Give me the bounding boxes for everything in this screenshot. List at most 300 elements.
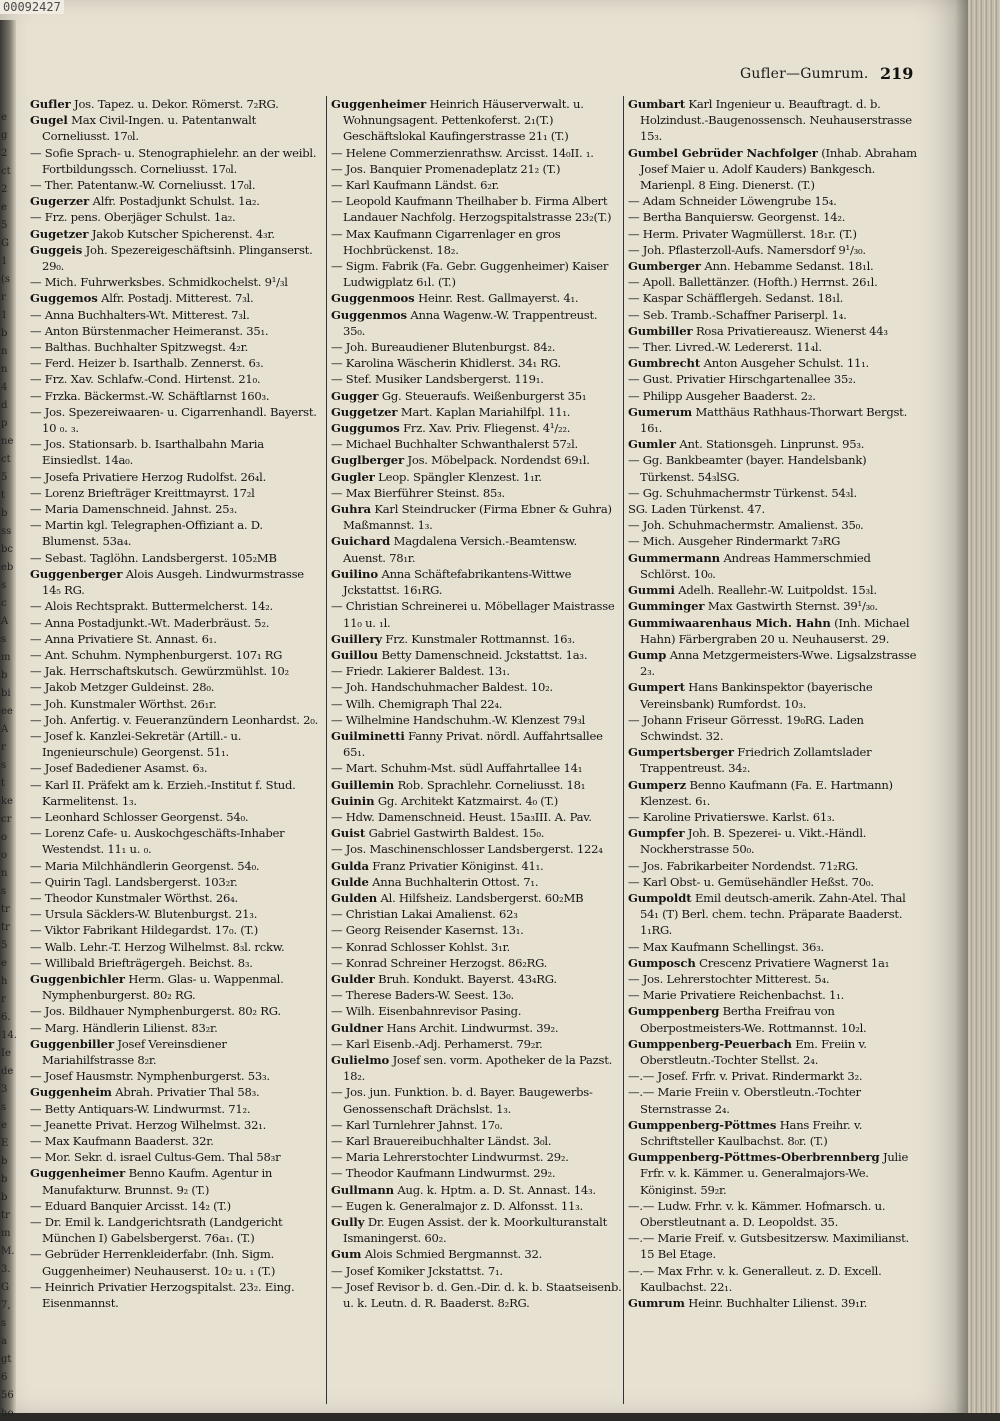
gutter-fragment: n bbox=[1, 346, 8, 357]
directory-entry bbox=[30, 598, 321, 614]
directory-entry bbox=[30, 1198, 321, 1214]
gutter-fragment: 3. bbox=[1, 1264, 11, 1275]
directory-entry bbox=[628, 712, 919, 744]
entry-details: Max Gastwirth Sternst. 39¹/₃₀. bbox=[707, 599, 878, 614]
directory-entry bbox=[30, 226, 321, 242]
directory-entry bbox=[331, 760, 622, 776]
entry-surname: Guggeis bbox=[30, 242, 83, 257]
directory-entry bbox=[331, 777, 622, 793]
entry-details: Friedrich Zollamtslader Trappentreust. 34₂. bbox=[640, 745, 872, 776]
entry-details: — Anna Buchhalters-Wt. Mitterest. 7₃l. bbox=[30, 307, 250, 322]
gutter-fragment: E bbox=[1, 1138, 9, 1149]
gutter-fragment: 56 bbox=[1, 1390, 14, 1401]
directory-entry bbox=[628, 1230, 919, 1262]
entry-surname: Gumbiller bbox=[628, 323, 693, 338]
entry-surname: Gugetzer bbox=[30, 226, 89, 241]
entry-surname: Gumpert bbox=[628, 680, 685, 695]
entry-details: — Ther. Livred.-W. Ledererst. 11₄l. bbox=[628, 340, 822, 355]
directory-entry bbox=[331, 858, 622, 874]
directory-entry bbox=[30, 663, 321, 679]
entry-surname: Gugger bbox=[331, 388, 379, 403]
entry-details: — Sebast. Taglöhn. Landsbergerst. 105₂MB bbox=[30, 550, 277, 565]
gutter-fragment: r bbox=[1, 994, 6, 1005]
entry-details: — Dr. Emil k. Landgerichtsrath (Landgericht München I) Gabelsbergerst. 76a₁. (T.) bbox=[30, 1215, 283, 1246]
directory-entry bbox=[628, 1003, 919, 1035]
entry-details: — Jos. Lehrerstochter Mitterest. 5₄. bbox=[628, 971, 830, 986]
gutter-fragment: 5 bbox=[1, 940, 8, 951]
entry-details: — Michael Buchhalter Schwanthalerst 57₂l. bbox=[331, 437, 578, 452]
gutter-fragment: d bbox=[1, 400, 8, 411]
directory-entry bbox=[628, 517, 919, 533]
entry-details: Ann. Hebamme Sedanst. 18₁l. bbox=[704, 259, 874, 274]
entry-details: — Mich. Ausgeher Rindermarkt 7₃RG bbox=[628, 534, 841, 549]
directory-entry bbox=[30, 404, 321, 436]
gutter-fragment: gt bbox=[1, 1354, 12, 1365]
entry-details: Bertha Freifrau von Oberpostmeisters-We. Rottmannst. 10₂l. bbox=[640, 1004, 867, 1035]
entry-details: — Adam Schneider Löwengrube 15₄. bbox=[628, 194, 837, 209]
directory-entry bbox=[628, 193, 919, 209]
entry-details: — Christian Schreinerei u. Möbellager Maistrasse 11₀ u. ₁l. bbox=[331, 599, 615, 630]
directory-entry bbox=[628, 1117, 919, 1149]
entry-details: — Hdw. Damenschneid. Heust. 15a₃III. A. Pav. bbox=[331, 809, 592, 824]
directory-entry bbox=[628, 744, 919, 776]
entry-surname: Gumerum bbox=[628, 404, 693, 419]
entry-details: Gg. Steueraufs. Weißenburgerst 35₁ bbox=[381, 388, 587, 403]
directory-entry bbox=[331, 809, 622, 825]
entry-details: — Marg. Händlerin Lilienst. 83₂r. bbox=[30, 1020, 218, 1035]
gutter-fragment: b bbox=[1, 328, 8, 339]
directory-entry bbox=[331, 1020, 622, 1036]
directory-entry bbox=[331, 922, 622, 938]
entry-details: — Ferd. Heizer b. Isarthalb. Zennerst. 6₃. bbox=[30, 356, 264, 371]
entry-details: — Josef k. Kanzlei-Sekretär (Artill.- u. Ingenieurschule) Georgenst. 51₁. bbox=[30, 728, 242, 760]
running-head: Gufler—Gumrum. bbox=[740, 66, 869, 82]
directory-entry bbox=[331, 1263, 622, 1279]
entry-details: (Inh. Michael Hahn) Färbergraben 20 u. Neuhauserst. 29. bbox=[640, 615, 910, 646]
directory-entry bbox=[331, 1165, 622, 1181]
gutter-fragment: n bbox=[1, 868, 8, 879]
directory-entry bbox=[30, 1214, 321, 1246]
directory-entry bbox=[30, 631, 321, 647]
entry-details: — Wilhelmine Handschuhm.-W. Klenzest 79₃l bbox=[331, 712, 585, 727]
entry-details: Emil deutsch-amerik. Zahn-Atel. Thal 54₁ (T) Berl. chem. techn. Präparate Baaderst. 1₁RG. bbox=[640, 890, 906, 938]
entry-details: — Leopold Kaufmann Theilhaber b. Firma Albert Landauer Nachfolg. Herzogspitalstrasse 23₂(T.) bbox=[331, 194, 612, 225]
directory-entry bbox=[331, 258, 622, 290]
entry-details: Leop. Spängler Klenzest. 1₁r. bbox=[378, 469, 542, 484]
directory-entry bbox=[331, 696, 622, 712]
gutter-fragment: 2 bbox=[1, 184, 8, 195]
directory-entry bbox=[331, 987, 622, 1003]
gutter-fragment: s bbox=[1, 1318, 7, 1329]
entry-surname: Gumbrecht bbox=[628, 356, 701, 371]
directory-entry bbox=[331, 307, 622, 339]
directory-entry bbox=[30, 485, 321, 501]
entry-details: — Konrad Schlosser Kohlst. 3₁r. bbox=[331, 939, 510, 954]
entry-details: — Anton Bürstenmacher Heimeranst. 35₁. bbox=[30, 323, 269, 338]
entry-surname: Guggenberger bbox=[30, 566, 123, 581]
directory-entry bbox=[628, 550, 919, 582]
gutter-fragment: 7, bbox=[1, 1300, 11, 1311]
directory-entry bbox=[628, 307, 919, 323]
entry-details: Josef Vereinsdiener Mariahilfstrasse 8₂r. bbox=[42, 1036, 227, 1067]
column-rule bbox=[623, 96, 624, 1404]
entry-surname: Guinin bbox=[331, 793, 375, 808]
entry-details: — Christian Lakai Amalienst. 62₃ bbox=[331, 907, 518, 922]
directory-entry bbox=[628, 987, 919, 1003]
directory-entry bbox=[30, 679, 321, 695]
directory-entry bbox=[331, 939, 622, 955]
entry-details: Gg. Architekt Katzmairst. 4₀ (T.) bbox=[377, 793, 559, 808]
directory-entry bbox=[331, 1149, 622, 1165]
directory-entry bbox=[331, 436, 622, 452]
entry-surname: Gulde bbox=[331, 874, 369, 889]
entry-details: Jos. Möbelpack. Nordendst 69₁l. bbox=[407, 453, 590, 468]
gutter-fragment: a bbox=[1, 1336, 7, 1347]
entry-details: — Mart. Schuhm-Mst. südl Auffahrtallee 14₁ bbox=[331, 761, 583, 776]
directory-entry bbox=[30, 193, 321, 209]
gutter-fragment: 2 bbox=[1, 148, 8, 159]
entry-surname: Gumpfer bbox=[628, 826, 685, 841]
gutter-fragment: M. bbox=[1, 1246, 15, 1257]
gutter-fragment: m bbox=[1, 652, 11, 663]
directory-entry bbox=[30, 177, 321, 193]
directory-entry bbox=[628, 679, 919, 711]
gutter-fragment: o bbox=[1, 850, 8, 861]
entry-details: — Karolina Wäscherin Khidlerst. 34₁ RG. bbox=[331, 356, 561, 371]
entry-details: Ant. Stationsgeh. Linprunst. 95₃. bbox=[679, 437, 865, 452]
directory-entry bbox=[628, 242, 919, 258]
directory-entry bbox=[331, 1133, 622, 1149]
entry-surname: Gumppenberg bbox=[628, 1004, 720, 1019]
directory-entry bbox=[30, 1246, 321, 1278]
gutter-fragment: b bbox=[1, 1174, 8, 1185]
directory-entry bbox=[628, 404, 919, 436]
entry-details: — Friedr. Lakierer Baldest. 13₁. bbox=[331, 664, 510, 679]
directory-entry bbox=[628, 1263, 919, 1295]
directory-entry bbox=[331, 1084, 622, 1116]
entry-surname: Guillemin bbox=[331, 777, 395, 792]
entry-surname: Gumrum bbox=[628, 1296, 685, 1311]
directory-entry bbox=[628, 436, 919, 452]
entry-surname: Gumberger bbox=[628, 259, 701, 274]
directory-entry bbox=[30, 388, 321, 404]
entry-details: — Johann Friseur Görresst. 19₀RG. Laden Schwindst. 32. bbox=[628, 712, 864, 743]
entry-details: Matthäus Rathhaus-Thorwart Bergst. 16₁. bbox=[640, 404, 908, 436]
entry-surname: Gulielmo bbox=[331, 1052, 390, 1067]
directory-entry bbox=[628, 874, 919, 890]
directory-entry bbox=[628, 809, 919, 825]
entry-details: — Ther. Patentanw.-W. Corneliusst. 17₀l. bbox=[30, 178, 256, 193]
entry-details: —.— Marie Freif. v. Gutsbesitzersw. Maximilianst. 15 Bel Etage. bbox=[628, 1231, 909, 1262]
directory-entry bbox=[628, 355, 919, 371]
entry-details: Adelh. Reallehr.-W. Luitpoldst. 15₃l. bbox=[678, 583, 877, 598]
directory-entry bbox=[30, 242, 321, 274]
directory-entry bbox=[30, 371, 321, 387]
entry-details: — Lorenz Briefträger Kreittmayrst. 17₂l bbox=[30, 485, 255, 500]
directory-entry bbox=[331, 825, 622, 841]
entry-details: — Karl II. Präfekt am k. Erzieh.-Institut f. Stud. Karmelitenst. 1₃. bbox=[30, 777, 296, 808]
entry-details: Alfr. Postadj. Mitterest. 7₃l. bbox=[101, 291, 254, 306]
entry-details: — Gust. Privatier Hirschgartenallee 35₂. bbox=[628, 372, 856, 387]
entry-details: Jos. Tapez. u. Dekor. Römerst. 7₂RG. bbox=[74, 97, 279, 111]
directory-entry bbox=[331, 533, 622, 565]
page-header bbox=[740, 66, 940, 86]
gutter-fragment: ne bbox=[1, 436, 14, 447]
entry-details: Betty Damenschneid. Jckstattst. 1a₃. bbox=[381, 647, 588, 662]
entry-details: Dr. Eugen Assist. der k. Moorkulturanstalt Ismaningerst. 60₂. bbox=[343, 1215, 608, 1246]
directory-entry bbox=[30, 112, 321, 144]
gutter-fragment: tr bbox=[1, 1210, 10, 1221]
entry-surname: Gumperz bbox=[628, 777, 687, 792]
entry-surname: Gully bbox=[331, 1215, 365, 1230]
entry-details: (Inhab. Abraham Josef Maier u. Adolf Kauders) Bankgesch. Marienpl. 8 Eing. Dienerst. (T.) bbox=[640, 145, 917, 193]
entry-details: Anna Buchhalterin Ottost. 7₁. bbox=[372, 874, 539, 889]
entry-details: — Philipp Ausgeher Baaderst. 2₂. bbox=[628, 388, 816, 403]
directory-entry bbox=[331, 177, 622, 193]
gutter-fragment: A bbox=[1, 724, 9, 735]
directory-entry bbox=[331, 420, 622, 436]
entry-details: — Wilh. Eisenbahnrevisor Pasing. bbox=[331, 1004, 522, 1019]
directory-entry bbox=[30, 825, 321, 857]
directory-entry bbox=[30, 712, 321, 728]
entry-surname: Guggenmoos bbox=[331, 291, 415, 306]
directory-entry bbox=[30, 290, 321, 306]
entry-details: Magdalena Versich.-Beamtensw. Auenst. 78₁r. bbox=[343, 534, 577, 565]
entry-details: — Jos. jun. Funktion. b. d. Bayer. Baugewerbs-Genossenschaft Drächslst. 1₃. bbox=[331, 1085, 593, 1116]
directory-entry bbox=[30, 647, 321, 663]
gutter-fragment: e bbox=[1, 1120, 7, 1131]
directory-entry bbox=[30, 939, 321, 955]
directory-entry bbox=[331, 371, 622, 387]
gutter-fragment: b bbox=[1, 1192, 8, 1203]
directory-entry bbox=[30, 890, 321, 906]
gutter-fragment: t bbox=[1, 778, 6, 789]
book-page-edges bbox=[968, 0, 1000, 1413]
entry-details: Bruh. Kondukt. Bayerst. 43₄RG. bbox=[378, 971, 557, 986]
directory-entry bbox=[331, 161, 622, 177]
directory-entry bbox=[628, 209, 919, 225]
entry-details: — Anna Privatiere St. Annast. 6₁. bbox=[30, 631, 217, 646]
directory-entry bbox=[30, 566, 321, 598]
directory-entry bbox=[628, 96, 919, 145]
entry-details: — Theodor Kaufmann Lindwurmst. 29₂. bbox=[331, 1166, 556, 1181]
directory-entry bbox=[628, 274, 919, 290]
gutter-fragment: c bbox=[1, 598, 7, 609]
directory-entry bbox=[628, 1295, 919, 1311]
directory-entry bbox=[628, 598, 919, 614]
entry-surname: Gumposch bbox=[628, 955, 696, 970]
directory-entry bbox=[331, 647, 622, 663]
directory-entry bbox=[628, 971, 919, 987]
entry-details: — Max Bierführer Steinst. 85₃. bbox=[331, 485, 505, 500]
entry-details: Max Civil-Ingen. u. Patentanwalt Corneliusst. 17₀l. bbox=[42, 113, 257, 144]
directory-entry bbox=[331, 96, 622, 145]
entry-details: — Jak. Herrschaftskutsch. Gewürzmühlst. 10₂ bbox=[30, 664, 289, 679]
entry-details: — Karl Kaufmann Ländst. 6₂r. bbox=[331, 178, 500, 193]
directory-entry bbox=[628, 323, 919, 339]
gutter-fragment: 4 bbox=[1, 382, 8, 393]
entry-details: — Walb. Lehr.-T. Herzog Wilhelmst. 8₃l. rckw. bbox=[30, 939, 285, 954]
entry-details: Karl Ingenieur u. Beauftragt. d. b. Holzindust.-Baugenossensch. Neuhauserstrasse 15₃. bbox=[640, 97, 912, 144]
entry-details: Josef sen. vorm. Apotheker de la Pazst. 18₂. bbox=[343, 1052, 613, 1084]
gutter-fragment: bi bbox=[1, 688, 11, 699]
directory-entry bbox=[30, 1084, 321, 1100]
entry-details: — Frz. pens. Oberjäger Schulst. 1a₂. bbox=[30, 210, 236, 225]
entry-details: — Frz. Xav. Schlafw.-Cond. Hirtenst. 21₀. bbox=[30, 372, 261, 387]
directory-entry bbox=[331, 355, 622, 371]
entry-details: — Joh. Anfertig. v. Feueranzündern Leonhardst. 2₀. bbox=[30, 712, 319, 727]
directory-entry bbox=[30, 469, 321, 485]
entry-details: — Therese Baders-W. Seest. 13₀. bbox=[331, 988, 514, 1003]
entry-details: Heinrich Häuserverwalt. u. Wohnungsagent. Pettenkoferst. 2₁(T.) Geschäftslokal Kaufingerstrasse 21₁ (T.) bbox=[343, 97, 584, 144]
entry-surname: Gummermann bbox=[628, 550, 720, 565]
directory-entry bbox=[331, 841, 622, 857]
entry-details: — Anna Postadjunkt.-Wt. Maderbräust. 5₂. bbox=[30, 615, 270, 630]
entry-details: —.— Josef. Frfr. v. Privat. Rindermarkt 3₂. bbox=[628, 1069, 863, 1084]
entry-details: Fanny Privat. nördl. Auffahrtsallee 65₁. bbox=[343, 728, 603, 760]
column-rule bbox=[326, 96, 327, 1404]
directory-entry bbox=[30, 906, 321, 922]
entry-details: Anna Metzgermeisters-Wwe. Ligsalzstrasse 2₃. bbox=[640, 647, 917, 679]
directory-entry bbox=[331, 485, 622, 501]
entry-details: — Herm. Privater Wagmüllerst. 18₁r. (T.) bbox=[628, 226, 857, 241]
entry-surname: Gulden bbox=[331, 890, 378, 905]
entry-surname: Guggumos bbox=[331, 421, 400, 436]
directory-entry bbox=[331, 339, 622, 355]
gutter-fragment: n bbox=[1, 364, 8, 375]
gutter-fragment: s bbox=[1, 760, 7, 771]
gutter-fragment: s bbox=[1, 1102, 7, 1113]
directory-entry bbox=[30, 728, 321, 760]
entry-surname: Gumppenberg-Pöttmes-Oberbrennberg bbox=[628, 1150, 880, 1165]
directory-entry bbox=[331, 631, 622, 647]
entry-details: — Gebrüder Herrenkleiderfabr. (Inh. Sigm. Guggenheimer) Neuhauserst. 10₂ u. ₁ (T.) bbox=[30, 1247, 276, 1278]
gutter-fragment: de bbox=[1, 1066, 14, 1077]
directory-entry bbox=[331, 728, 622, 760]
directory-entry bbox=[628, 485, 919, 501]
gutter-fragment: G bbox=[1, 238, 9, 249]
entry-details: —.— Marie Freiin v. Oberstleutn.-Tochter Sternstrasse 2₄. bbox=[628, 1085, 861, 1116]
gutter-fragment: ee bbox=[1, 706, 13, 717]
entry-details: Anton Ausgeher Schulst. 11₁. bbox=[703, 356, 869, 371]
directory-entry bbox=[30, 1165, 321, 1197]
entry-details: Julie Frfr. v. k. Kämmer. u. Generalmajors-We. Königinst. 59₂r. bbox=[640, 1150, 909, 1197]
entry-details: Hans Freihr. v. Schriftsteller Kaulbachst. 8₀r. (T.) bbox=[640, 1117, 863, 1148]
directory-entry bbox=[30, 517, 321, 549]
entry-surname: Guilino bbox=[331, 566, 379, 581]
gutter-fragment: ho bbox=[1, 1408, 14, 1419]
entry-surname: Gulda bbox=[331, 858, 369, 873]
gutter-fragment: b bbox=[1, 508, 8, 519]
entry-details: —.— Ludw. Frhr. v. k. Kämmer. Hofmarsch. u. Oberstleutnant a. D. Leopoldst. 35. bbox=[628, 1198, 886, 1230]
entry-details: Al. Hilfsheiz. Landsbergerst. 60₂MB bbox=[380, 890, 584, 905]
entry-details: — Seb. Tramb.-Schaffner Pariserpl. 1₄. bbox=[628, 307, 847, 322]
entry-details: Franz Privatier Königinst. 41₁. bbox=[372, 858, 544, 873]
directory-entry bbox=[30, 1133, 321, 1149]
directory-entry bbox=[30, 1003, 321, 1019]
directory-entry bbox=[331, 712, 622, 728]
directory-entry bbox=[331, 971, 622, 987]
directory-entry bbox=[30, 1149, 321, 1165]
directory-entry bbox=[331, 566, 622, 598]
directory-entry bbox=[628, 145, 919, 194]
entry-details: Anna Schäftefabrikantens-Wittwe Jckstattst. 16₁RG. bbox=[343, 566, 572, 598]
directory-entry bbox=[30, 858, 321, 874]
entry-details: Mart. Kaplan Mariahilfpl. 11₁. bbox=[400, 404, 571, 419]
entry-details: SG. Laden Türkenst. 47. bbox=[628, 502, 765, 517]
entry-details: Gabriel Gastwirth Baldest. 15₀. bbox=[368, 826, 545, 841]
entry-details: — Eduard Banquier Arcisst. 14₂ (T.) bbox=[30, 1198, 231, 1213]
entry-surname: Guggenmos bbox=[331, 307, 407, 322]
directory-entry bbox=[331, 1279, 622, 1311]
entry-details: Aug. k. Hptm. a. D. St. Annast. 14₃. bbox=[397, 1182, 596, 1197]
gutter-binding bbox=[0, 20, 17, 1419]
entry-details: — Karl Turnlehrer Jahnst. 17₀. bbox=[331, 1117, 503, 1132]
directory-entry bbox=[331, 793, 622, 809]
gutter-fragment: 6 bbox=[1, 1372, 8, 1383]
entry-surname: Gugel bbox=[30, 113, 68, 128]
gutter-fragment: 5 bbox=[1, 220, 8, 231]
entry-details: — Alois Rechtsprakt. Buttermelcherst. 14₂. bbox=[30, 599, 273, 614]
entry-details: — Max Kaufmann Cigarrenlager en gros Hochbrückenst. 18₂. bbox=[331, 226, 561, 257]
entry-surname: Gummi bbox=[628, 583, 675, 598]
directory-entry bbox=[30, 1020, 321, 1036]
directory-entry bbox=[331, 404, 622, 420]
directory-entry bbox=[30, 922, 321, 938]
directory-entry bbox=[628, 890, 919, 939]
entry-surname: Guggenbiller bbox=[30, 1036, 114, 1051]
entry-details: — Stef. Musiker Landsbergerst. 119₁. bbox=[331, 372, 544, 387]
directory-entry bbox=[30, 355, 321, 371]
gutter-fragment: b bbox=[1, 1156, 8, 1167]
entry-details: — Jos. Spezereiwaaren- u. Cigarrenhandl. Bayerst. 10 ₀. ₃. bbox=[30, 404, 317, 436]
gutter-fragment: A bbox=[1, 616, 9, 627]
directory-entry bbox=[331, 1214, 622, 1246]
entry-details: — Betty Antiquars-W. Lindwurmst. 71₂. bbox=[30, 1101, 251, 1116]
directory-entry bbox=[628, 1068, 919, 1084]
entry-details: — Sigm. Fabrik (Fa. Gebr. Guggenheimer) Kaiser Ludwigplatz 6₁l. (T.) bbox=[331, 259, 609, 290]
directory-entry bbox=[331, 1182, 622, 1198]
directory-entry bbox=[331, 1036, 622, 1052]
gutter-fragment: G bbox=[1, 1282, 9, 1293]
gutter-fragment: tr bbox=[1, 922, 10, 933]
directory-entry bbox=[30, 696, 321, 712]
entry-details: Joh. B. Spezerei- u. Vikt.-Händl. Nockherstrasse 50₀. bbox=[640, 826, 867, 857]
entry-details: — Max Kaufmann Schellingst. 36₃. bbox=[628, 939, 824, 954]
entry-details: Benno Kaufmann (Fa. E. Hartmann) Klenzest. 6₁. bbox=[640, 777, 893, 808]
entry-details: — Maria Milchhändlerin Georgenst. 54₀. bbox=[30, 858, 260, 873]
gutter-fragment: r bbox=[1, 742, 6, 753]
gutter-fragment: 3 bbox=[1, 1084, 8, 1095]
directory-entry bbox=[30, 1068, 321, 1084]
directory-entry bbox=[331, 501, 622, 533]
directory-entry bbox=[331, 469, 622, 485]
gutter-fragment: p bbox=[1, 418, 8, 429]
entry-details: — Maria Lehrerstochter Lindwurmst. 29₂. bbox=[331, 1150, 569, 1165]
directory-entry bbox=[30, 809, 321, 825]
entry-surname: Gumpoldt bbox=[628, 890, 692, 905]
directory-entry bbox=[628, 371, 919, 387]
entry-details: — Theodor Kunstmaler Wörthst. 26₄. bbox=[30, 890, 238, 905]
entry-details: — Jos. Banquier Promenadeplatz 21₂ (T.) bbox=[331, 161, 561, 176]
gutter-fragment: 14. bbox=[1, 1030, 17, 1041]
directory-column-1 bbox=[30, 96, 321, 1406]
entry-details: — Josefa Privatiere Herzog Rudolfst. 26₄l. bbox=[30, 469, 267, 484]
directory-entry bbox=[628, 1198, 919, 1230]
entry-surname: Gufler bbox=[30, 97, 71, 111]
entry-surname: Guggetzer bbox=[331, 404, 398, 419]
entry-details: — Karl Obst- u. Gemüsehändler Heßst. 70₀. bbox=[628, 874, 874, 889]
